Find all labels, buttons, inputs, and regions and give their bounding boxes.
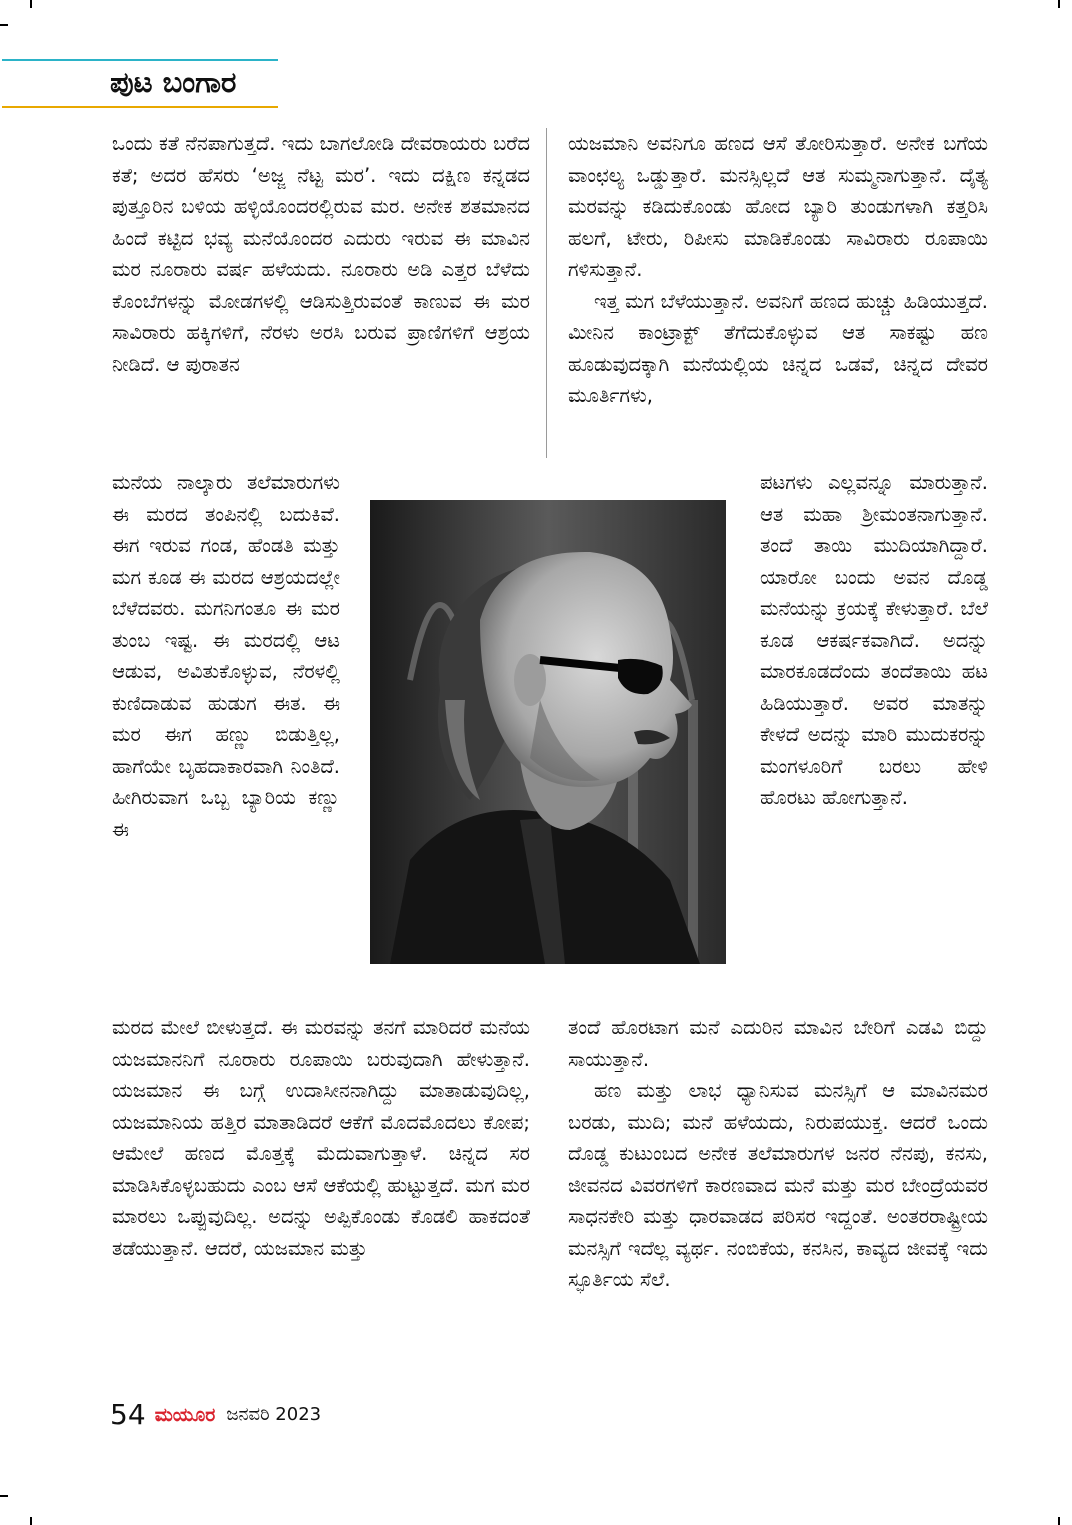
author-photo [370,500,726,964]
paragraph: ಒಂದು ಕತೆ ನೆನಪಾಗುತ್ತದೆ. ಇದು ಬಾಗಲೋಡಿ ದೇವರಾಯರು ಬರೆದ ಕತೆ; ಅದರ ಹೆಸರು ‘ಅಜ್ಜ ನೆಟ್ಟ ಮರ’. ಇದು ದಕ್ಷಿಣ ಕನ್ನಡದ ಪುತ್ತೂರಿನ ಬಳಿಯ ಹಳ್ಳಿಯೊಂದರಲ್ಲಿರುವ ಮರ. ಅನೇಕ ಶತಮಾನದ ಹಿಂದೆ ಕಟ್ಟಿದ ಭವ್ಯ ಮನೆಯೊಂದರ ಎದುರು ಇರುವ ಈ ಮಾವಿನ ಮರ ನೂರಾರು ವರ್ಷ ಹಳೆಯದು. ನೂರಾರು ಅಡಿ ಎತ್ತರ ಬೆಳೆದು ಕೊಂಬೆಗಳನ್ನು ಮೋಡಗಳಲ್ಲಿ ಆಡಿಸುತ್ತಿರುವಂತೆ ಕಾಣುವ ಈ ಮರ ಸಾವಿರಾರು ಹಕ್ಕಿಗಳಿಗೆ, ನೆರಳು ಅರಸಿ ಬರುವ ಪ್ರಾಣಿಗಳಿಗೆ ಆಶ್ರಯ ನೀಡಿದೆ. ಆ ಪುರಾತನ [112,132,530,376]
paragraph: ಹಣ ಮತ್ತು ಲಾಭ ಧ್ಯಾನಿಸುವ ಮನಸ್ಸಿಗೆ ಆ ಮಾವಿನಮರ ಬರಡು, ಮುದಿ; ಮನೆ ಹಳೆಯದು, ನಿರುಪಯುಕ್ತ. ಆದರೆ ಒಂದು ದೊಡ್ಡ ಕುಟುಂಬದ ಅನೇಕ ತಲೆಮಾರುಗಳ ಜನರ ನೆನಪು, ಕನಸು, ಜೀವನದ ವಿವರಗಳಿಗೆ ಕಾರಣವಾದ ಮನೆ ಮತ್ತು ಮರ ಬೇಂದ್ರೆಯವರ ಸಾಧನಕೇರಿ ಮತ್ತು ಧಾರವಾಡದ ಪರಿಸರ ಇದ್ದಂತೆ. ಅಂತರರಾಷ್ಟ್ರೀಯ ಮನಸ್ಸಿಗೆ ಇದೆಲ್ಲ ವ್ಯರ್ಥ. ನಂಬಿಕೆಯ, ಕನಸಿನ, ಕಾವ್ಯದ ಜೀವಕ್ಕೆ ಇದು ಸ್ಫೂರ್ತಿಯ ಸೆಲೆ. [568,1079,988,1291]
crop-mark [30,1517,32,1525]
page-number: 54 [110,1398,146,1431]
column-divider [546,128,547,458]
crop-mark [30,0,32,8]
page-footer [110,1398,321,1431]
paragraph: ಮರದ ಮೇಲೆ ಬೀಳುತ್ತದೆ. ಈ ಮರವನ್ನು ತನಗೆ ಮಾರಿದರೆ ಮನೆಯ ಯಜಮಾನನಿಗೆ ನೂರಾರು ರೂಪಾಯಿ ಬರುವುದಾಗಿ ಹೇಳುತ್ತಾನೆ. ಯಜಮಾನ ಈ ಬಗ್ಗೆ ಉದಾಸೀನನಾಗಿದ್ದು ಮಾತಾಡುವುದಿಲ್ಲ, ಯಜಮಾನಿಯ ಹತ್ತಿರ ಮಾತಾಡಿದರೆ ಆಕೆಗೆ ಮೊದಮೊದಲು ಕೋಪ; ಆಮೇಲೆ ಹಣದ ಮೊತ್ತಕ್ಕೆ ಮೆದುವಾಗುತ್ತಾಳೆ. ಚಿನ್ನದ ಸರ ಮಾಡಿಸಿಕೊಳ್ಳಬಹುದು ಎಂಬ ಆಸೆ ಆಕೆಯಲ್ಲಿ ಹುಟ್ಟುತ್ತದೆ. ಮಗ ಮರ ಮಾರಲು ಒಪ್ಪುವುದಿಲ್ಲ. ಅದನ್ನು ಅಪ್ಪಿಕೊಂಡು ಕೊಡಲಿ ಹಾಕದಂತೆ ತಡೆಯುತ್ತಾನೆ. ಆದರೆ, ಯಜಮಾನ ಮತ್ತು [112,1016,530,1260]
header-rule-bottom [2,106,278,108]
right-column-top [568,128,988,412]
right-column-wrap [760,467,988,814]
crop-mark [1058,1517,1060,1525]
crop-mark [0,24,8,26]
portrait-image [370,500,726,964]
paragraph: ತಂದೆ ಹೊರಟಾಗ ಮನೆ ಎದುರಿನ ಮಾವಿನ ಬೇರಿಗೆ ಎಡವಿ ಬಿದ್ದು ಸಾಯುತ್ತಾನೆ. [568,1016,988,1071]
paragraph: ಪಟಗಳು ಎಲ್ಲವನ್ನೂ ಮಾರುತ್ತಾನೆ. ಆತ ಮಹಾ ಶ್ರೀಮಂತನಾಗುತ್ತಾನೆ. ತಂದೆ ತಾಯಿ ಮುದಿಯಾಗಿದ್ದಾರೆ. ಯಾರೋ ಬಂದು ಅವನ ದೊಡ್ಡ ಮನೆಯನ್ನು ಕ್ರಯಕ್ಕೆ ಕೇಳುತ್ತಾರೆ. ಬೆಲೆ ಕೂಡ ಆಕರ್ಷಕವಾಗಿದೆ. ಅದನ್ನು ಮಾರಕೂಡದೆಂದು ತಂದೆತಾಯಿ ಹಟ ಹಿಡಿಯುತ್ತಾರೆ. ಅವರ ಮಾತನ್ನು ಕೇಳದೆ ಅದನ್ನು ಮಾರಿ ಮುದುಕರನ್ನು ಮಂಗಳೂರಿಗೆ ಬರಲು ಹೇಳಿ ಹೊರಟು ಹೋಗುತ್ತಾನೆ. [760,471,988,809]
right-column-bottom [568,1012,988,1296]
magazine-logo: ಮಯೂರ [154,1403,216,1426]
issue-date: ಜನವರಿ 2023 [226,1404,322,1425]
paragraph: ಇತ್ತ ಮಗ ಬೆಳೆಯುತ್ತಾನೆ. ಅವನಿಗೆ ಹಣದ ಹುಚ್ಚು ಹಿಡಿಯುತ್ತದೆ. ಮೀನಿನ ಕಾಂಟ್ರಾಕ್ಟ್ ತೆಗೆದುಕೊಳ್ಳುವ ಆತ ಸಾಕಷ್ಟು ಹಣ ಹೂಡುವುದಕ್ಕಾಗಿ ಮನೆಯಲ್ಲಿಯ ಚಿನ್ನದ ಒಡವೆ, ಚಿನ್ನದ ದೇವರ ಮೂರ್ತಿಗಳು, [568,289,988,407]
section-title: ಪುಟ ಬಂಗಾರ [110,65,237,99]
paragraph: ಮನೆಯ ನಾಲ್ಕಾರು ತಲೆಮಾರುಗಳು ಈ ಮರದ ತಂಪಿನಲ್ಲಿ ಬದುಕಿವೆ. ಈಗ ಇರುವ ಗಂಡ, ಹೆಂಡತಿ ಮತ್ತು ಮಗ ಕೂಡ ಈ ಮರದ ಆಶ್ರಯದಲ್ಲೇ ಬೆಳೆದವರು. ಮಗನಿಗಂತೂ ಈ ಮರ ತುಂಬ ಇಷ್ಟ. ಈ ಮರದಲ್ಲಿ ಆಟ ಆಡುವ, ಅವಿತುಕೊಳ್ಳುವ, ನೆರಳಲ್ಲಿ ಕುಣಿದಾಡುವ ಹುಡುಗ ಈತ. ಈ ಮರ ಈಗ ಹಣ್ಣು ಬಿಡುತ್ತಿಲ್ಲ, ಹಾಗೆಯೇ ಬೃಹದಾಕಾರವಾಗಿ ನಿಂತಿದೆ. ಹೀಗಿರುವಾಗ ಒಬ್ಬ ಬ್ಯಾರಿಯ ಕಣ್ಣು ಈ [112,471,340,841]
section-header [2,59,278,109]
left-column-top [112,128,530,380]
crop-mark [1058,0,1060,8]
crop-mark [0,1495,8,1497]
left-column-wrap [112,467,340,845]
paragraph: ಯಜಮಾನಿ ಅವನಿಗೂ ಹಣದ ಆಸೆ ತೋರಿಸುತ್ತಾರೆ. ಅನೇಕ ಬಗೆಯ ವಾಂಛಲ್ಯ ಒಡ್ಡುತ್ತಾರೆ. ಮನಸ್ಸಿಲ್ಲದೆ ಆತ ಸುಮ್ಮನಾಗುತ್ತಾನೆ. ದೈತ್ಯ ಮರವನ್ನು ಕಡಿದುಕೊಂಡು ಹೋದ ಬ್ಯಾರಿ ತುಂಡುಗಳಾಗಿ ಕತ್ತರಿಸಿ ಹಲಗೆ, ಟೇರು, ರಿಪೀಸು ಮಾಡಿಕೊಂಡು ಸಾವಿರಾರು ರೂಪಾಯಿ ಗಳಿಸುತ್ತಾನೆ. [568,132,988,281]
left-column-bottom [112,1012,530,1264]
header-rule-top [2,59,278,61]
